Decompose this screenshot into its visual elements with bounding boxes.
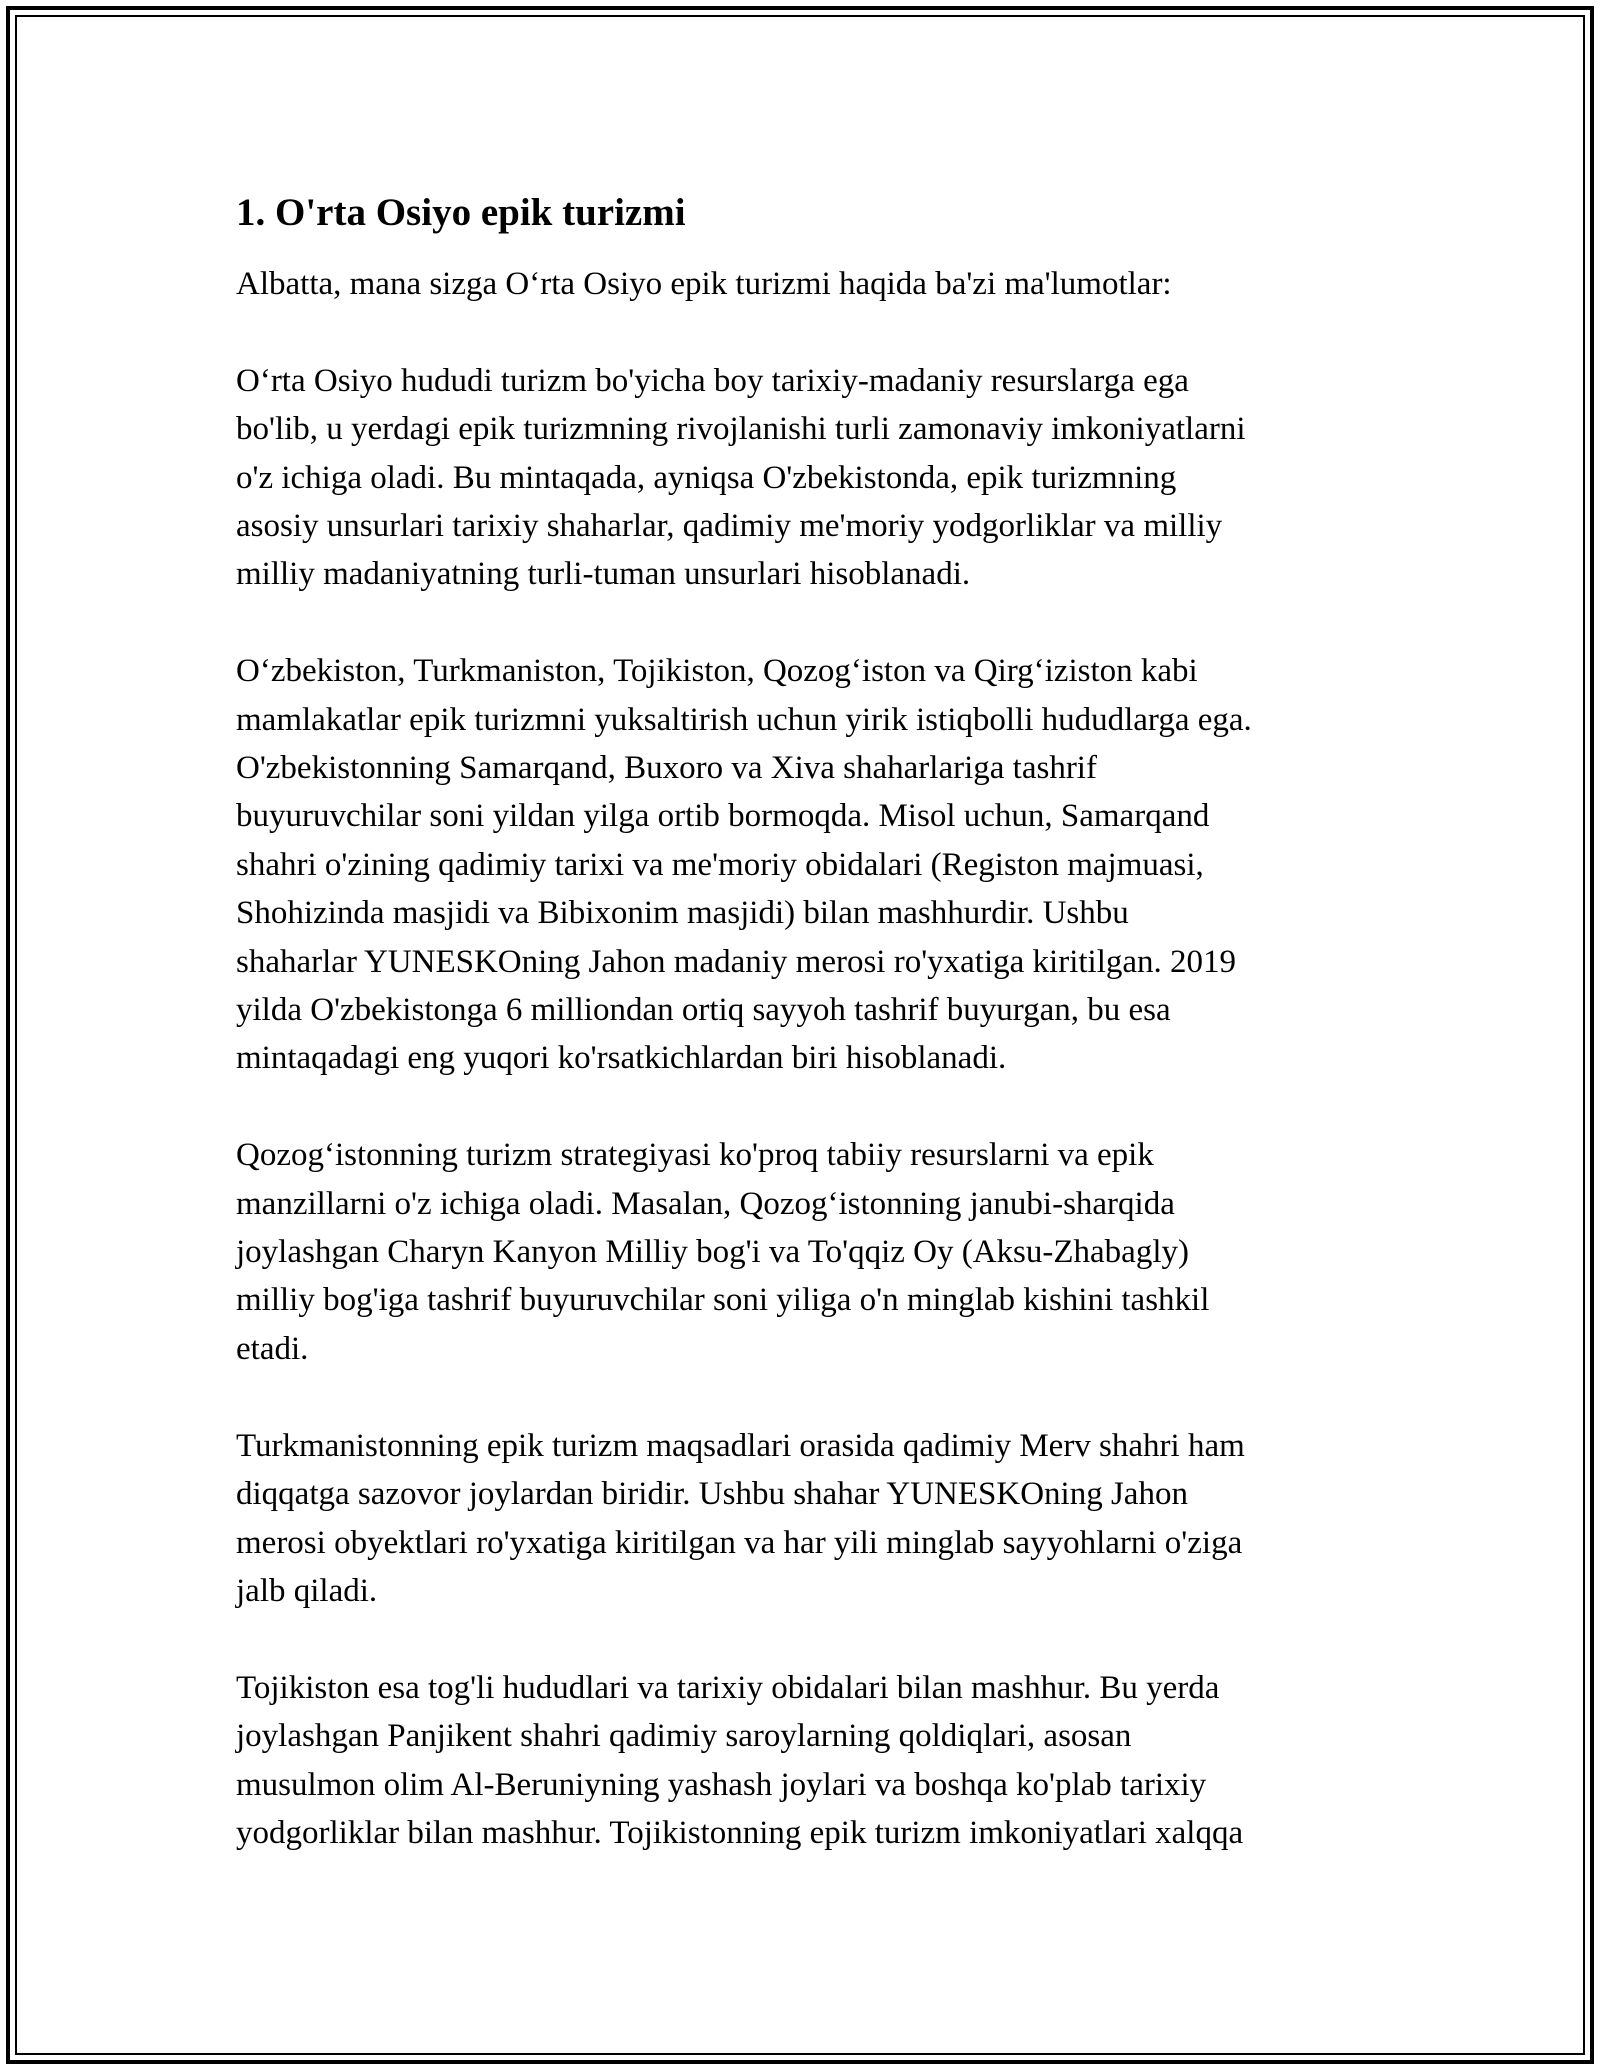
section-heading: 1. O'rta Osiyo epik turizmi xyxy=(236,191,686,234)
paragraph-turkmenistan: Turkmanistonning epik turizm maqsadlari orasida qadimiy Merv shahri ham diqqatga sazovor joylardan biridir. Ushbu shahar YUNESKOning Jahon merosi obyektlari ro'yxatiga kiritilgan va har yili minglab sayyohlarni o'ziga jalb qiladi. xyxy=(236,1427,1245,1609)
document-body xyxy=(236,188,1376,1857)
paragraph-central-asia-overview: O‘rta Osiyo hududi turizm bo'yicha boy tarixiy-madaniy resurslarga ega bo'lib, u yerdagi epik turizmning rivojlanishi turli zamonaviy imkoniyatlarni o'z ichiga oladi. Bu mintaqada, ayniqsa O'zbekistonda, epik turizmning asosiy unsurlari tarixiy shaharlar, qadimiy me'moriy yodgorliklar va milliy milliy madaniyatning turli-tuman unsurlari hisoblanadi. xyxy=(236,362,1246,593)
paragraph-uzbekistan: O‘zbekiston, Turkmaniston, Tojikiston, Qozog‘iston va Qirg‘iziston kabi mamlakatlar epik turizmni yuksaltirish uchun yirik istiqbolli hududlarga ega. O'zbekistonning Samarqand, Buxoro va Xiva shaharlariga tashrif buyuruvchilar soni yildan yilga ortib bormoqda. Misol uchun, Samarqand shahri o'zining qadimiy tarixi va me'moriy obidalari (Registon majmuasi, Shohizinda masjidi va Bibixonim masjidi) bilan mashhurdir. Ushbu shaharlar YUNESKOning Jahon madaniy merosi ro'yxatiga kiritilgan. 2019 yilda O'zbekistonga 6 milliondan ortiq sayyoh tashrif buyurgan, bu esa mintaqadagi eng yuqori ko'rsatkichlardan biri hisoblanadi. xyxy=(236,653,1252,1077)
paragraph-tajikistan: Tojikiston esa tog'li hududlari va tarixiy obidalari bilan mashhur. Bu yerda joylashgan Panjikent shahri qadimiy saroylarning qoldiqlari, asosan musulmon olim Al-Beruniyning yashash joylari va boshqa ko'plab tarixiy yodgorliklar bilan mashhur. Tojikistonning epik turizm imkoniyatlari xalqqa xyxy=(236,1669,1244,1851)
paragraph-kazakhstan: Qozog‘istonning turizm strategiyasi ko'proq tabiiy resurslarni va epik manzillarni o'z ichiga oladi. Masalan, Qozog‘istonning janubi-sharqida joylashgan Charyn Kanyon Milliy bog'i va To'qqiz Oy (Aksu-Zhabagly) milliy bog'iga tashrif buyuruvchilar soni yiliga o'n minglab kishini tashkil etadi. xyxy=(236,1137,1210,1367)
intro-paragraph: Albatta, mana sizga O‘rta Osiyo epik turizmi haqida ba'zi ma'lumotlar: xyxy=(236,266,1172,302)
